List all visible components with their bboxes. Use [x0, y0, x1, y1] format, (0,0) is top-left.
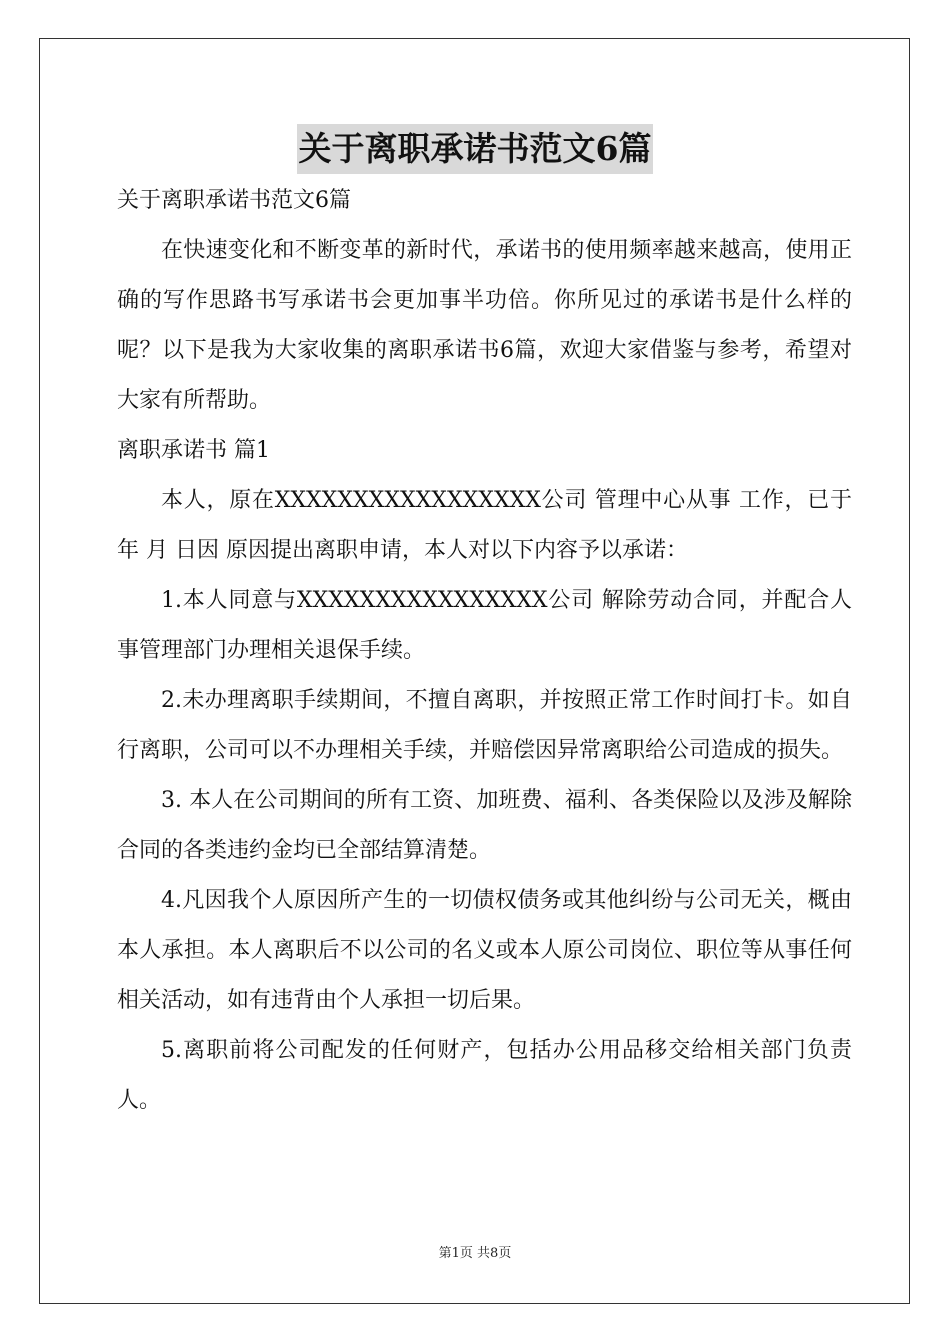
document-title: 关于离职承诺书范文6篇 [297, 124, 654, 174]
document-subtitle: 关于离职承诺书范文6篇 [117, 188, 351, 213]
body-paragraph-item-5: 5.离职前将公司配发的任何财产，包括办公用品移交给相关部门负责人。 [117, 1038, 852, 1113]
section-heading: 离职承诺书 篇1 [117, 438, 270, 463]
body-paragraph-item-1: 1.本人同意与XXXXXXXXXXXXXXXX公司 解除劳动合同，并配合人事管理部门办理相关退保手续。 [117, 588, 852, 663]
title-container [0, 124, 950, 174]
body-paragraph-statement: 本人，原在XXXXXXXXXXXXXXXXX公司 管理中心从事 工作，已于 年 月 日因 原因提出离职申请，本人对以下内容予以承诺： [117, 488, 852, 563]
body-paragraph-item-2: 2.未办理离职手续期间，不擅自离职，并按照正常工作时间打卡。如自行离职，公司可以不办理相关手续，并赔偿因异常离职给公司造成的损失。 [117, 688, 852, 763]
intro-paragraph: 在快速变化和不断变革的新时代，承诺书的使用频率越来越高，使用正确的写作思路书写承诺书会更加事半功倍。你所见过的承诺书是什么样的呢？以下是我为大家收集的离职承诺书6篇，欢迎大家借鉴与参考，希望对大家有所帮助。 [117, 238, 852, 413]
body-paragraph-item-3: 3. 本人在公司期间的所有工资、加班费、福利、各类保险以及涉及解除合同的各类违约金均已全部结算清楚。 [117, 788, 852, 863]
document-body [117, 176, 852, 1126]
page-footer [0, 1244, 950, 1264]
page-number: 第1页 共8页 [438, 1246, 512, 1261]
body-paragraph-item-4: 4.凡因我个人原因所产生的一切债权债务或其他纠纷与公司无关，概由本人承担。本人离职后不以公司的名义或本人原公司岗位、职位等从事任何相关活动，如有违背由个人承担一切后果。 [117, 888, 852, 1013]
